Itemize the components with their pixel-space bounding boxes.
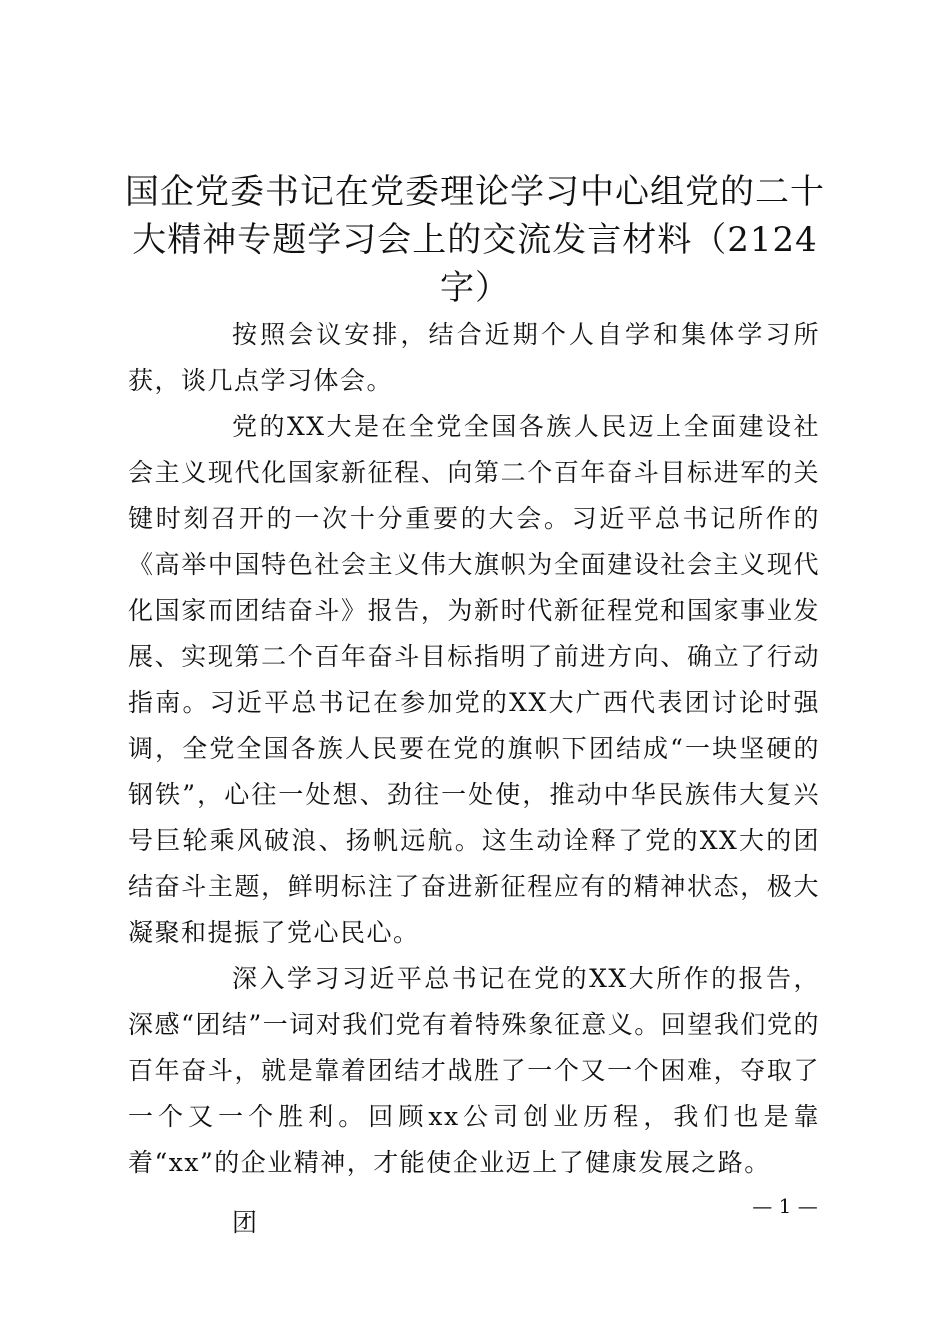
page-number: — 1 — xyxy=(752,1194,818,1218)
document-title: 国企党委书记在党委理论学习中心组党的二十大精神专题学习会上的交流发言材料（2124字） xyxy=(125,172,825,308)
paragraph-intro: 按照会议安排，结合近期个人自学和集体学习所获，谈几点学习体会。 xyxy=(128,320,820,395)
paragraph-congress: 党的XX大是在全党全国各族人民迈上全面建设社会主义现代化国家新征程、向第二个百年奋斗目标进军的关键时刻召开的一次十分重要的大会。习近平总书记所作的《高举中国特色社会主义伟大旗帜为全面建设社会主义现代化国家而团结奋斗》报告，为新时代新征程党和国家事业发展、实现第二个百年奋斗目标指明了前进方向、确立了行动指南。习近平总书记在参加党的XX大广西代表团讨论时强调，全党全国各族人民要在党的旗帜下团结成“一块坚硬的钢铁”，心往一处想、劲往一处使，推动中华民族伟大复兴号巨轮乘风破浪、扬帆远航。这生动诠释了党的XX大的团结奋斗主题，鲜明标注了奋进新征程应有的精神状态，极大凝聚和提振了党心民心。 xyxy=(128,412,820,947)
paragraph-fragment: 团 xyxy=(232,1208,259,1237)
paragraph-unity: 深入学习习近平总书记在党的XX大所作的报告，深感“团结”一词对我们党有着特殊象征意义。回望我们党的百年奋斗，就是靠着团结才战胜了一个又一个困难，夺取了一个又一个胜利。回顾xx公司创业历程，我们也是靠着“xx”的企业精神，才能使企业迈上了健康发展之路。 xyxy=(128,964,820,1177)
document-body xyxy=(128,312,820,1246)
